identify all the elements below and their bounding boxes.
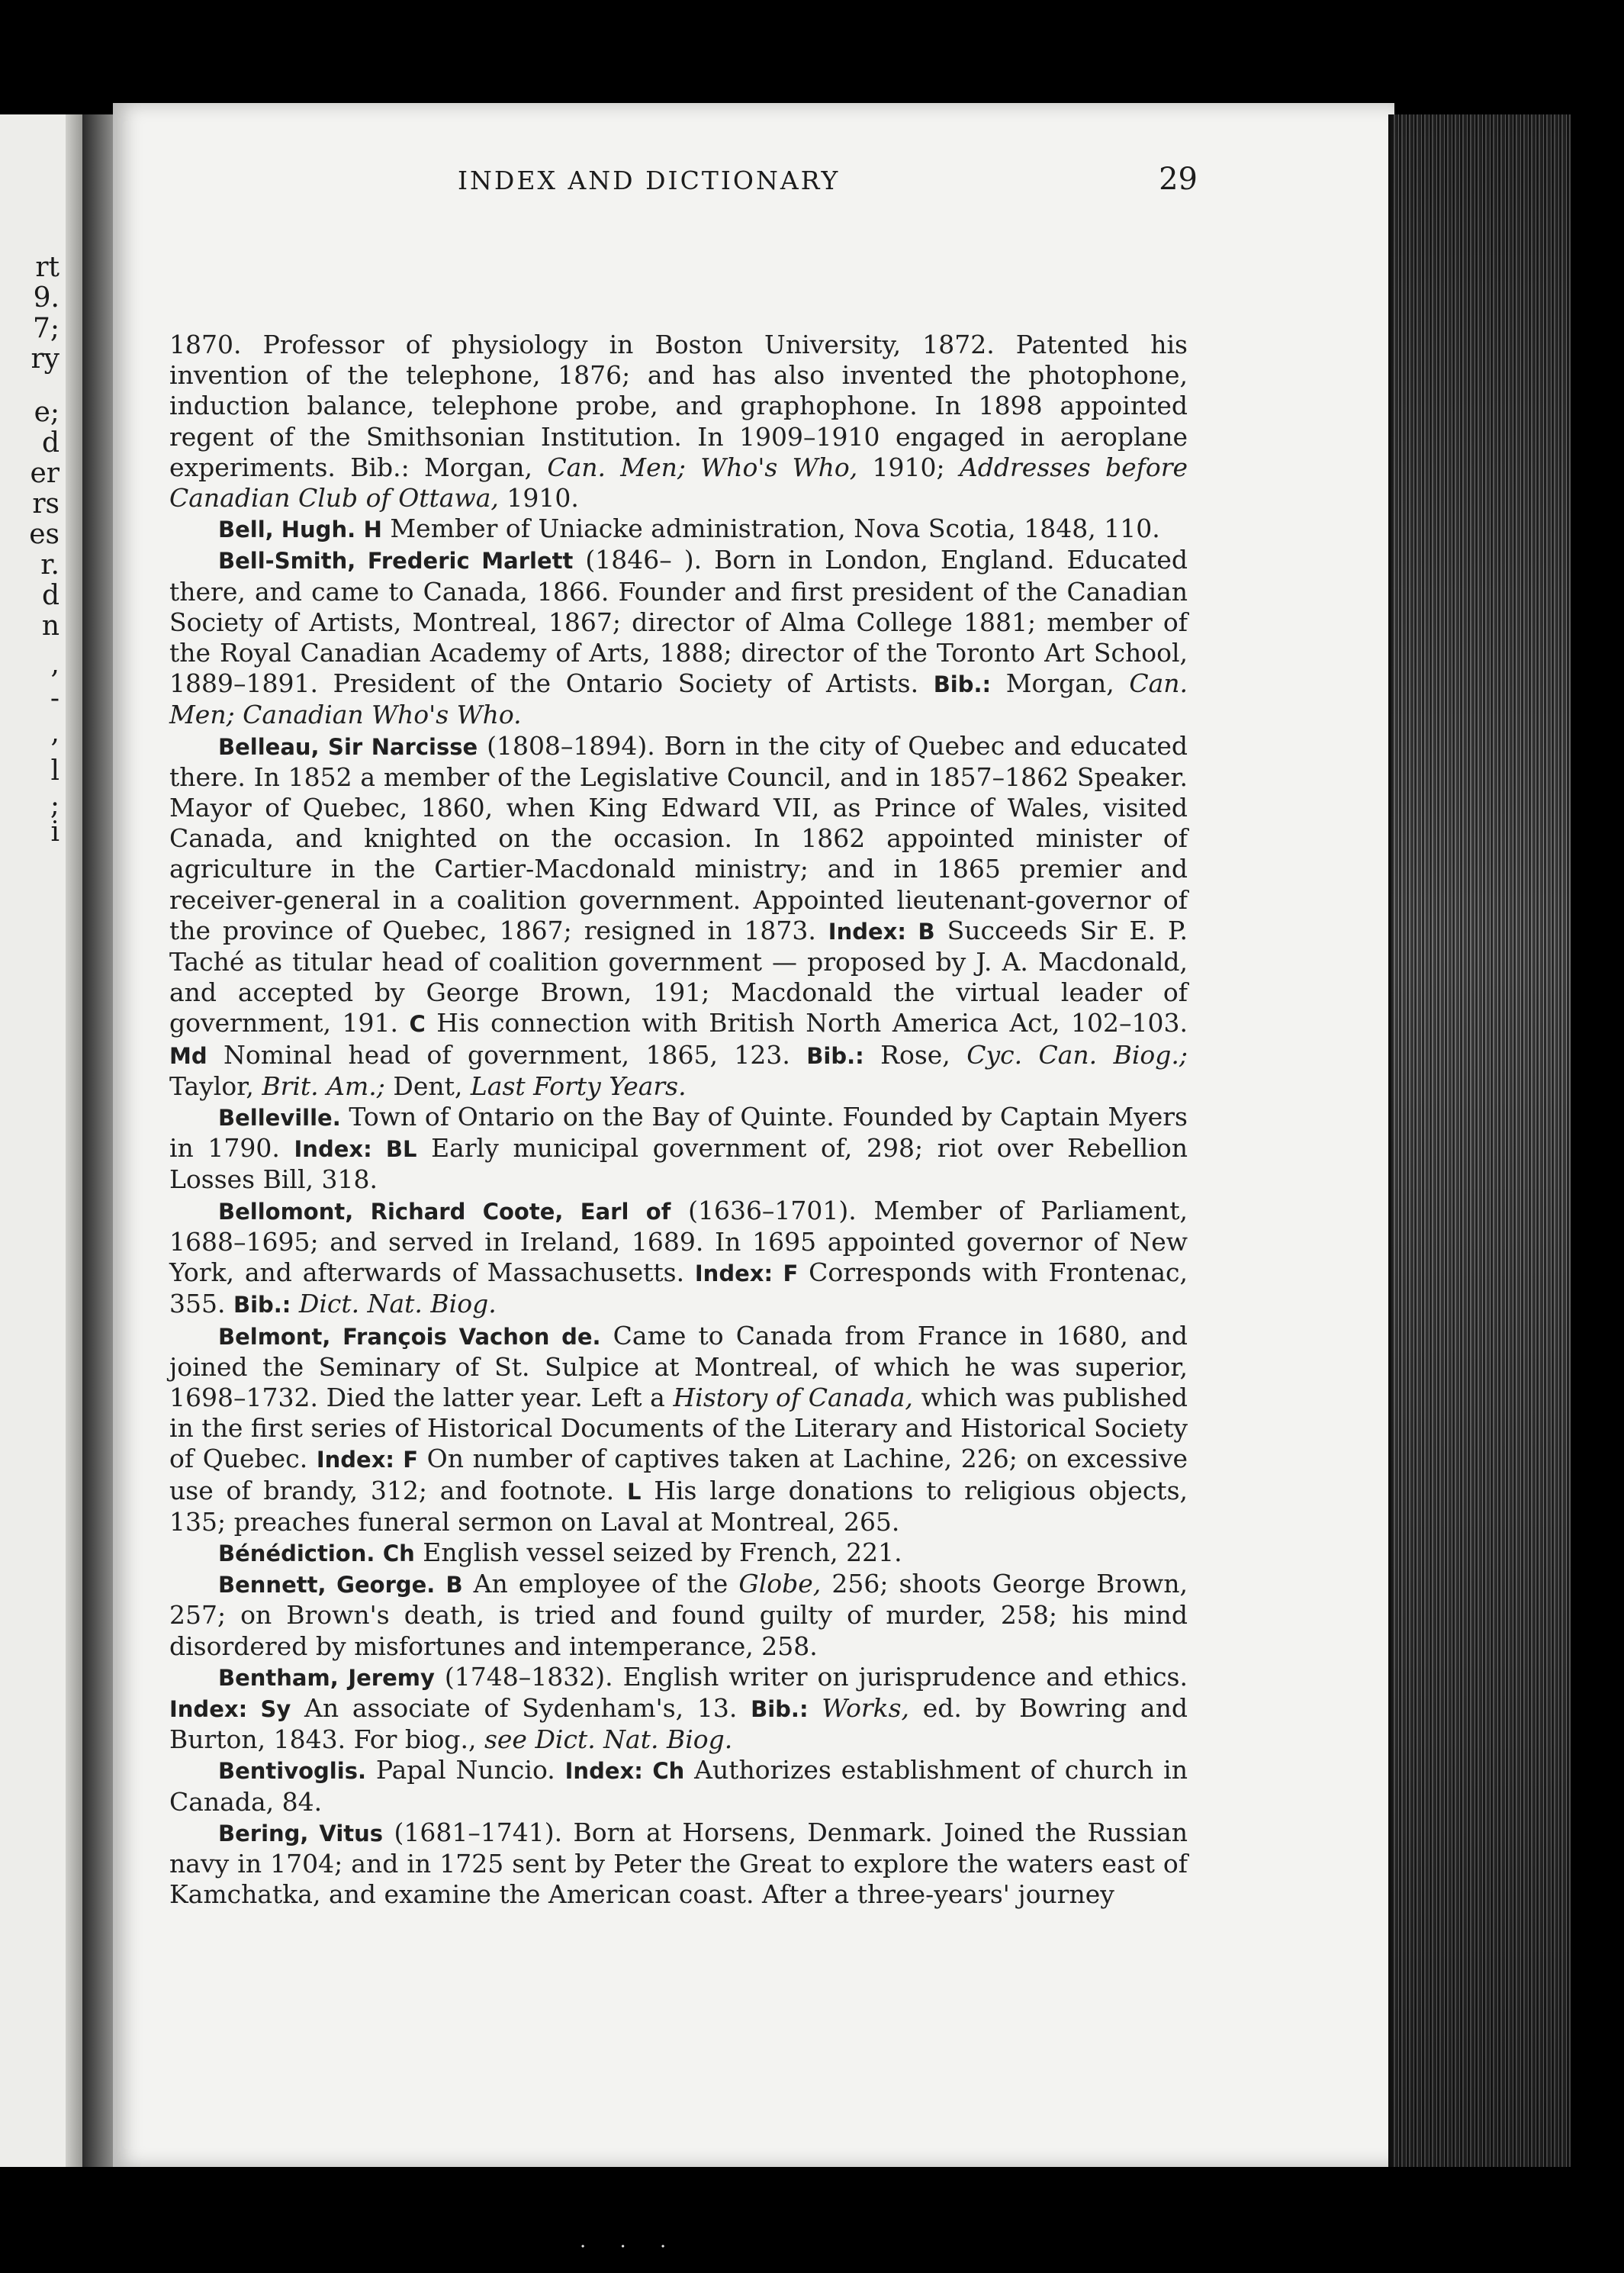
entry-text: [291, 1289, 299, 1318]
entry-headword: Belmont, François Vachon de.: [218, 1323, 601, 1350]
page-edges: [1388, 114, 1571, 2167]
left-page-fragment: l: [50, 755, 59, 787]
left-page-fragment: n: [41, 610, 59, 642]
entry-abbreviation: Md: [169, 1042, 207, 1069]
entry-italic-text: Globe,: [738, 1569, 822, 1599]
left-page-fragment: rs: [32, 488, 59, 520]
entry-text: Papal Nuncio.: [365, 1755, 565, 1785]
entry-headword: Belleau, Sir Narcisse: [218, 733, 478, 760]
left-page-fragment: ry: [31, 343, 59, 375]
entry-italic-text: Dict. Nat. Biog.: [298, 1289, 497, 1319]
entry-italic-text: Can. Men; Canadian Who's Who.: [169, 668, 1188, 730]
entry-italic-text: History of Canada,: [673, 1382, 913, 1412]
entry-text: Came to Canada from France in 1680, and joined the Seminary of St. Sulpice at Montreal, of which he was superior, 1698–1732. Died the latter year. Left a: [169, 1320, 1188, 1412]
entry-text: [809, 1693, 822, 1723]
dictionary-entry: [169, 1321, 1188, 1537]
running-head: [336, 162, 1198, 197]
left-page-fragment: er: [30, 458, 59, 489]
left-gutter: [66, 114, 82, 2167]
entry-italic-text: Brit. Am.;: [262, 1070, 385, 1101]
entry-text: Early municipal government of, 298; riot over Rebellion Losses Bill, 318.: [169, 1133, 1188, 1195]
left-page-fragment: ,: [50, 717, 59, 749]
entry-italic-text: Last Forty Years.: [470, 1070, 687, 1101]
entry-abbreviation: Index: BL: [294, 1136, 417, 1163]
left-page-fragment: 9.: [33, 282, 59, 314]
left-page-fragment: ;: [50, 790, 59, 821]
dictionary-entry: [169, 1537, 1188, 1569]
entry-text: Authorizes establishment of church in Canada, 84.: [169, 1755, 1188, 1817]
left-page-fragment: es: [29, 519, 59, 550]
dictionary-entry: [169, 1569, 1188, 1662]
entry-text: Corresponds with Frontenac, 355.: [169, 1257, 1188, 1319]
entry-abbreviation: C: [409, 1011, 426, 1038]
previous-page-fragment: [0, 114, 82, 2167]
entry-headword: Bell-Smith, Frederic Marlett: [218, 548, 574, 575]
left-page-fragment: r.: [40, 549, 59, 581]
entry-headword: Bénédiction.: [218, 1540, 375, 1566]
left-page-fragment: i: [50, 816, 59, 848]
left-page-fragment: -: [50, 683, 59, 714]
entry-headword: Bentham, Jeremy: [218, 1664, 435, 1691]
entry-text: An employee of the: [462, 1569, 739, 1599]
entry-text: which was published in the first series of Historical Documents of the Literary and Historical Society of Quebec.: [169, 1382, 1188, 1474]
left-page-fragment: rt: [35, 252, 59, 283]
entry-text: Succeeds Sir E. P. Taché as titular head of coalition government — proposed by J. A. Macdonald, and accepted by George Brown, 191; Macdonald the virtual leader of government, 191.: [169, 915, 1188, 1038]
entry-headword: Bellomont, Richard Coote, Earl of: [218, 1198, 671, 1225]
entry-italic-text: Works,: [822, 1692, 910, 1723]
dictionary-entry: [169, 1196, 1188, 1321]
entry-text: His large donations to religious objects, 135; preaches funeral sermon on Laval at Montreal, 265.: [169, 1475, 1188, 1537]
entry-text: (1748–1832). English writer on jurisprudence and ethics.: [434, 1661, 1188, 1692]
dictionary-entry: [169, 514, 1188, 545]
entry-text: On number of captives taken at Lachine, 226; on excessive use of brandy, 312; and footnote.: [169, 1444, 1188, 1505]
dictionary-body: [169, 330, 1188, 1910]
entry-italic-text: Addresses before Canadian Club of Ottawa,: [169, 452, 1188, 514]
running-title: INDEX AND DICTIONARY: [458, 166, 841, 195]
entry-headword: Bell, Hugh.: [218, 517, 356, 543]
entry-abbreviation: Index: Ch: [564, 1758, 685, 1785]
left-page-fragment: d: [41, 580, 59, 611]
dictionary-entry: [169, 330, 1188, 514]
entry-text: (1681–1741). Born at Horsens, Denmark. Joined the Russian navy in 1704; and in 1725 sent by Peter the Great to explore the waters east of Kamchatka, and examine the American coast. After a three-years' journey: [169, 1817, 1188, 1910]
entry-text: An associate of Sydenham's, 13.: [291, 1692, 751, 1723]
entry-text: Rose,: [863, 1039, 967, 1070]
left-page-fragment: e;: [34, 397, 59, 428]
entry-text: 1910;: [857, 452, 960, 482]
book-gutter-shadow: [82, 114, 113, 2167]
entry-abbreviation: Ch: [382, 1540, 415, 1566]
entry-abbreviation: Index: B: [828, 918, 935, 945]
entry-text: Nominal head of government, 1865, 123.: [207, 1039, 807, 1070]
entry-abbreviation: Bib.:: [233, 1292, 291, 1318]
entry-text: 256; shoots George Brown, 257; on Brown's death, is tried and found guilty of murder, 258; his mind disordered by misfortunes and intemperance, 258.: [169, 1569, 1188, 1661]
entry-abbreviation: Index: F: [316, 1447, 419, 1473]
entry-abbreviation: Bib.:: [933, 671, 992, 698]
entry-text: (1846– ). Born in London, England. Educated there, and came to Canada, 1866. Founder and first president of the Canadian Society of Artists, Montreal, 1867; director of Alma College 1881; member of the Royal Canadian Academy of Arts, 1888; director of the Toronto Art School, 1889–1891. President of the Ontario Society of Artists.: [169, 545, 1188, 699]
left-page-fragment: 7;: [32, 313, 59, 344]
entry-italic-text: Can. Men; Who's Who,: [547, 452, 858, 482]
entry-italic-text: see Dict. Nat. Biog.: [484, 1724, 733, 1755]
entry-abbreviation: Bib.:: [806, 1042, 864, 1069]
scan-specks: · · ·: [580, 2236, 680, 2259]
entry-text: 1870. Professor of physiology in Boston University, 1872. Patented his invention of the telephone, 1876; and has also invented the photophone, induction balance, telephone probe, and graphophone. In 1898 appointed regent of the Smithsonian Institution. In 1909–1910 engaged in aeroplane experiments. Bib.: Morgan,: [169, 330, 1188, 482]
entry-headword: Belleville.: [218, 1105, 341, 1132]
entry-text: Town of Ontario on the Bay of Quinte. Founded by Captain Myers in 1790.: [169, 1102, 1188, 1164]
dictionary-entry: [169, 1755, 1188, 1817]
entry-abbreviation: L: [626, 1478, 642, 1505]
entry-text: Dent,: [384, 1070, 471, 1101]
entry-text: Member of Uniacke administration, Nova Scotia, 1848, 110.: [381, 514, 1160, 544]
entry-text: [355, 514, 364, 543]
entry-text: 1910.: [498, 483, 579, 514]
entry-text: (1808–1894). Born in the city of Quebec and educated there. In 1852 a member of the Legislative Council, and in 1857–1862 Speaker. Mayor of Quebec, 1860, when King Edward VII, as Prince of Wales, visited Canada, and knighted on the occasion. In 1862 appointed minister of agriculture in the Cartier-Macdonald ministry; and in 1865 premier and receiver-general in a coalition government. Appointed lieutenant-governor of the province of Quebec, 1867; resigned in 1873.: [169, 730, 1188, 945]
entry-text: Taylor,: [169, 1070, 262, 1101]
entry-abbreviation: Index: Sy: [169, 1695, 291, 1722]
entry-text: [375, 1537, 383, 1567]
entry-text: His connection with British North America Act, 102–103.: [425, 1008, 1188, 1038]
dictionary-entry: [169, 1102, 1188, 1196]
page-number: 29: [1159, 162, 1198, 197]
entry-abbreviation: H: [363, 517, 382, 543]
left-page-fragment: ,: [50, 649, 59, 680]
dictionary-entry: [169, 545, 1188, 730]
entry-text: ed. by Bowring and Burton, 1843. For biog.,: [169, 1692, 1188, 1755]
entry-headword: Bering, Vitus: [218, 1820, 384, 1846]
entry-abbreviation: Index: F: [694, 1260, 799, 1287]
entry-text: English vessel seized by French, 221.: [414, 1537, 902, 1567]
dictionary-entry: [169, 1817, 1188, 1911]
entry-headword: Bennett, George.: [218, 1572, 436, 1599]
entry-text: Morgan,: [991, 668, 1130, 699]
left-page-fragment: d: [41, 427, 59, 459]
entry-text: [435, 1569, 445, 1599]
entry-abbreviation: Bib.:: [751, 1695, 809, 1722]
dictionary-entry: [169, 1662, 1188, 1756]
entry-text: (1636–1701). Member of Parliament, 1688–1695; and served in Ireland, 1689. In 1695 appointed governor of New York, and afterwards of Massachusetts.: [169, 1195, 1188, 1288]
dictionary-entry: [169, 731, 1188, 1102]
entry-italic-text: Cyc. Can. Biog.;: [966, 1039, 1188, 1070]
entry-abbreviation: B: [445, 1572, 463, 1599]
entry-headword: Bentivoglis.: [218, 1758, 366, 1785]
